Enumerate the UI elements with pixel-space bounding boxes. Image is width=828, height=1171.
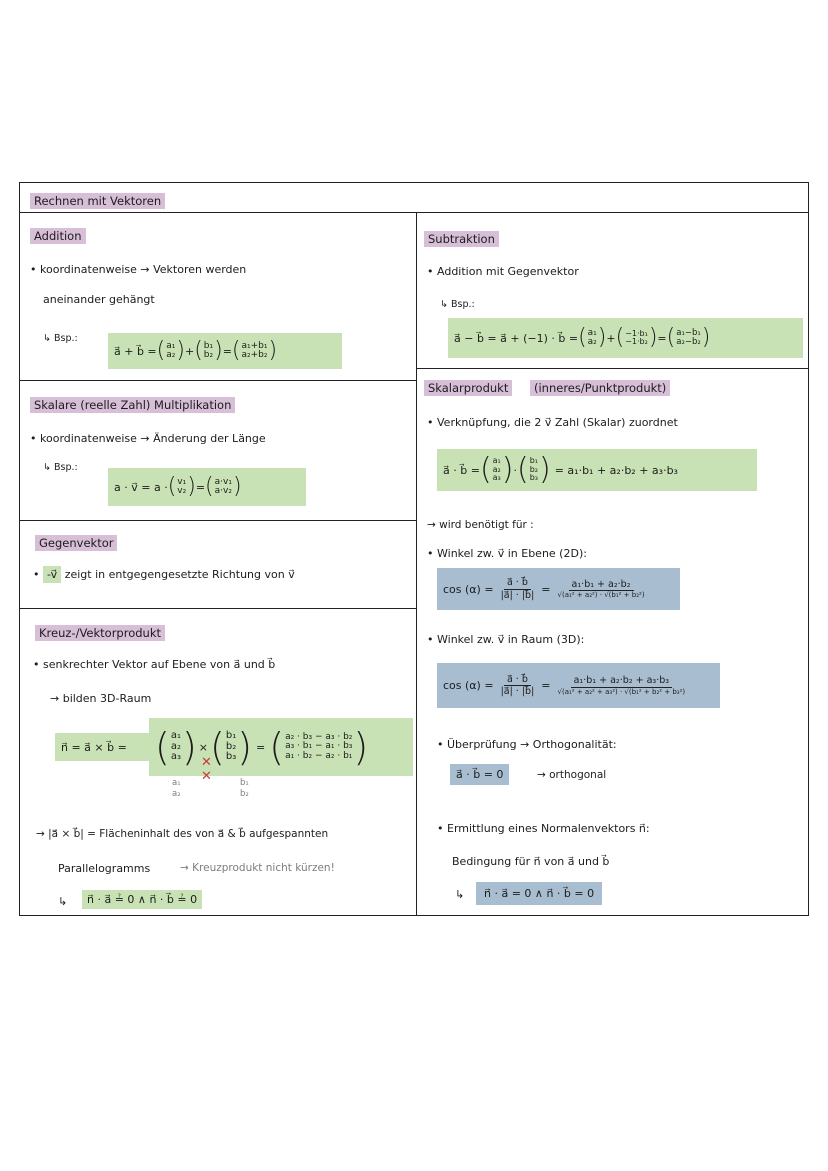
dot-product-needed-for: → wird benötigt für : bbox=[427, 519, 534, 531]
dot-product-formula: a⃗ · b⃗ = ( a₁ a₂ a₃ ) · ( b₁ b₂ b₃ ) = a₁·b₁ + a₂·b₂ + a₃·b₃ bbox=[437, 449, 757, 491]
subtraction-formula: a⃗ − b⃗ = a⃗ + (−1) · b⃗ = ( a₁ a₂ ) + ( −1·b₁ −1·b₂ ) = ( a₁−b₁ a₂−b₂ ) bbox=[448, 318, 803, 358]
addition-vector-a: a₁ a₂ bbox=[166, 340, 176, 360]
angle-3d-label: • Winkel zw. v⃗ in Raum (3D): bbox=[427, 633, 585, 646]
angle-2d-label-text: Winkel zw. v⃗ in Ebene (2D): bbox=[437, 547, 587, 560]
scalar-mult-vector-v: v₁ v₂ bbox=[177, 476, 187, 496]
addition-formula: a⃗ + b⃗ = ( a₁ a₂ ) + ( b₁ b₂ ) = ( a₁+b₁ a₂+b₂ ) bbox=[108, 333, 342, 369]
addition-bullet-cont: aneinander gehängt bbox=[43, 293, 155, 306]
normal-vector-label-text: Ermittlung eines Normalenvektors n⃗: bbox=[447, 822, 650, 835]
dot-product-heading: Skalarprodukt bbox=[424, 380, 512, 396]
scalar-mult-result-vector: a·v₁ a·v₂ bbox=[214, 476, 232, 496]
cross-product-area-line: → |a⃗ × b⃗| = Flächeninhalt des von a⃗ & b⃗ aufgespannten bbox=[36, 828, 329, 840]
addition-result-vector: a₁+b₁ a₂+b₂ bbox=[241, 340, 268, 360]
subtraction-heading: Subtraktion bbox=[424, 231, 499, 247]
cross-product-bullet-text: senkrechter Vektor auf Ebene von a⃗ und b⃗ bbox=[43, 658, 276, 671]
angle-3d-cos-label: cos (α) = bbox=[443, 679, 494, 692]
cross-product-formula-lhs-box bbox=[55, 733, 149, 761]
orthogonality-check-label: • Überprüfung → Orthogonalität: bbox=[437, 738, 617, 751]
scalar-mult-example-label: ↳ Bsp.: bbox=[43, 462, 78, 473]
angle-2d-formula: cos (α) = $\frac{a⃗ \cdot b⃗}{|a⃗| \cdot |b⃗|}$ = $\frac{\text{a₁·b₁ + a₂·b₂}}{\text{√(a₁² + a₂²) · √(b₁² + b₂²)}}$ bbox=[437, 568, 680, 610]
addition-bullet: • koordinatenweise → Vektoren werden bbox=[30, 263, 247, 276]
angle-3d-fraction-2: $\frac{\text{a₁·b₁ + a₂·b₂ + a₃·b₃}}{\text{√(a₁² + a₂² + a₃²) · √(b₁² + b₂² + b₃²)}}$ bbox=[557, 675, 686, 696]
cross-product-times: × bbox=[198, 740, 209, 754]
dot-product-vector-a: a₁ a₂ a₃ bbox=[492, 456, 501, 483]
cross-product-heading: Kreuz-/Vektorprodukt bbox=[35, 625, 165, 641]
angle-3d-fraction-1: $\frac{a⃗ \cdot b⃗}{|a⃗| \cdot |b⃗|}$ bbox=[500, 673, 535, 697]
dot-product-heading-row bbox=[424, 381, 670, 395]
addition-heading: Addition bbox=[30, 228, 86, 244]
normal-vector-condition: Bedingung für n⃗ von a⃗ und b⃗ bbox=[452, 855, 610, 868]
subtraction-formula-lhs: a⃗ − b⃗ = a⃗ + (−1) · b⃗ = bbox=[454, 331, 579, 345]
dot-product-bullet: • Verknüpfung, die 2 v⃗ Zahl (Skalar) zuordnet bbox=[427, 416, 678, 429]
angle-2d-cos-label: cos (α) = bbox=[443, 582, 494, 596]
dot-product-bullet-text: Verknüpfung, die 2 v⃗ Zahl (Skalar) zuordnet bbox=[437, 416, 678, 429]
dot-product-formula-lhs: a⃗ · b⃗ = bbox=[443, 463, 480, 477]
cross-product-bullet: • senkrechter Vektor auf Ebene von a⃗ und b⃗ bbox=[33, 658, 276, 671]
counter-vector-term: -v⃗ bbox=[43, 566, 61, 583]
divider-left-3 bbox=[19, 608, 417, 609]
addition-bullet-text: koordinatenweise → Vektoren werden bbox=[40, 263, 247, 276]
dot-product-heading-note: (inneres/Punktprodukt) bbox=[530, 380, 670, 396]
divider-left-1 bbox=[19, 380, 417, 381]
counter-vector-line: • -v⃗ zeigt in entgegengesetzte Richtung von v⃗ bbox=[33, 568, 295, 581]
cross-product-formula-main: ( a₁ a₂ a₃ ) × ( b₁ b₂ b₃ ) = ( a₂ · b₃ − a₃ · b₂ a₃ · b₁ − a₁ · b₃ a₁ · b₂ − a₂ · b₁ ) bbox=[149, 718, 413, 776]
scalar-mult-heading: Skalare (reelle Zahl) Multiplikation bbox=[30, 397, 235, 413]
normal-vector-formula: n⃗ · a⃗ = 0 ∧ n⃗ · b⃗ = 0 bbox=[476, 882, 602, 905]
orthogonality-check-formula: a⃗ · b⃗ = 0 bbox=[450, 764, 509, 785]
angle-2d-label: • Winkel zw. v⃗ in Ebene (2D): bbox=[427, 547, 587, 560]
cross-product-vector-a: a₁ a₂ a₃ bbox=[170, 730, 181, 763]
orthogonality-check-label-text: Überprüfung → Orthogonalität: bbox=[447, 738, 617, 751]
scalar-mult-formula-lhs: a · v⃗ = a · bbox=[114, 480, 168, 494]
angle-2d-fraction-2: $\frac{\text{a₁·b₁ + a₂·b₂}}{\text{√(a₁² + a₂²) · √(b₁² + b₂²)}}$ bbox=[557, 578, 645, 599]
normal-vector-label: • Ermittlung eines Normalenvektors n⃗: bbox=[437, 822, 650, 835]
angle-2d-fraction-1: $\frac{a⃗ \cdot b⃗}{|a⃗| \cdot |b⃗|}$ bbox=[500, 577, 535, 601]
dot-product-vector-b: b₁ b₂ b₃ bbox=[529, 456, 538, 483]
divider-title bbox=[19, 212, 809, 213]
addition-example-label: ↳ Bsp.: bbox=[43, 333, 78, 344]
orthogonality-check-result: → orthogonal bbox=[537, 769, 607, 781]
subtraction-bullet: • Addition mit Gegenvektor bbox=[427, 265, 579, 278]
cross-product-condition-prefix: ↳ bbox=[58, 895, 68, 908]
addition-formula-lhs: a⃗ + b⃗ = bbox=[114, 344, 157, 358]
subtraction-example-label: ↳ Bsp.: bbox=[440, 299, 475, 310]
divider-right-1 bbox=[416, 368, 809, 369]
cross-mark-icon: ✕ ✕ bbox=[201, 755, 212, 785]
dot-product-formula-rhs: = a₁·b₁ + a₂·b₂ + a₃·b₃ bbox=[554, 463, 678, 477]
subtraction-result-vector: a₁−b₁ a₂−b₂ bbox=[676, 328, 701, 347]
cross-product-vector-b: b₁ b₂ b₃ bbox=[225, 730, 237, 763]
cross-product-helper-a: a₁ a₂ bbox=[172, 778, 181, 799]
cross-product-arrow-line: → bilden 3D-Raum bbox=[50, 692, 152, 705]
cross-product-area-line2: Parallelogramms bbox=[58, 862, 151, 875]
cross-product-formula-lhs: n⃗ = a⃗ × b⃗ = bbox=[61, 740, 127, 754]
page-title: Rechnen mit Vektoren bbox=[30, 193, 165, 209]
cross-product-hint: → Kreuzprodukt nicht kürzen! bbox=[180, 862, 335, 874]
scalar-mult-bullet: • koordinatenweise → Änderung der Länge bbox=[30, 432, 266, 445]
addition-vector-b: b₁ b₂ bbox=[203, 340, 214, 360]
normal-vector-prefix: ↳ bbox=[455, 888, 465, 901]
scalar-mult-bullet-text: koordinatenweise → Änderung der Länge bbox=[40, 432, 266, 445]
divider-left-2 bbox=[19, 520, 417, 521]
subtraction-bullet-text: Addition mit Gegenvektor bbox=[437, 265, 579, 278]
counter-vector-text: zeigt in entgegengesetzte Richtung von v⃗ bbox=[64, 568, 295, 581]
scalar-mult-formula: a · v⃗ = a · ( v₁ v₂ ) = ( a·v₁ a·v₂ ) bbox=[108, 468, 306, 506]
subtraction-vector-neg-b: −1·b₁ −1·b₂ bbox=[625, 328, 648, 346]
cross-product-helper-b: b₁ b₂ bbox=[240, 778, 249, 799]
cross-product-condition: n⃗ · a⃗ ≟ 0 ∧ n⃗ · b⃗ ≟ 0 bbox=[82, 890, 202, 909]
subtraction-vector-a: a₁ a₂ bbox=[587, 327, 597, 347]
counter-vector-heading: Gegenvektor bbox=[35, 535, 117, 551]
cross-product-result-vector: a₂ · b₃ − a₃ · b₂ a₃ · b₁ − a₁ · b₃ a₁ · b₂ − a₂ · b₁ bbox=[285, 731, 353, 761]
divider-middle bbox=[416, 212, 417, 916]
angle-3d-label-text: Winkel zw. v⃗ in Raum (3D): bbox=[437, 633, 585, 646]
angle-3d-formula: cos (α) = $\frac{a⃗ \cdot b⃗}{|a⃗| \cdot |b⃗|}$ = $\frac{\text{a₁·b₁ + a₂·b₂ + a₃·b₃}}{\text{√(a₁² + a₂² + a₃²) · √(b₁² + b₂² + b₃²)}}$ bbox=[437, 663, 720, 708]
